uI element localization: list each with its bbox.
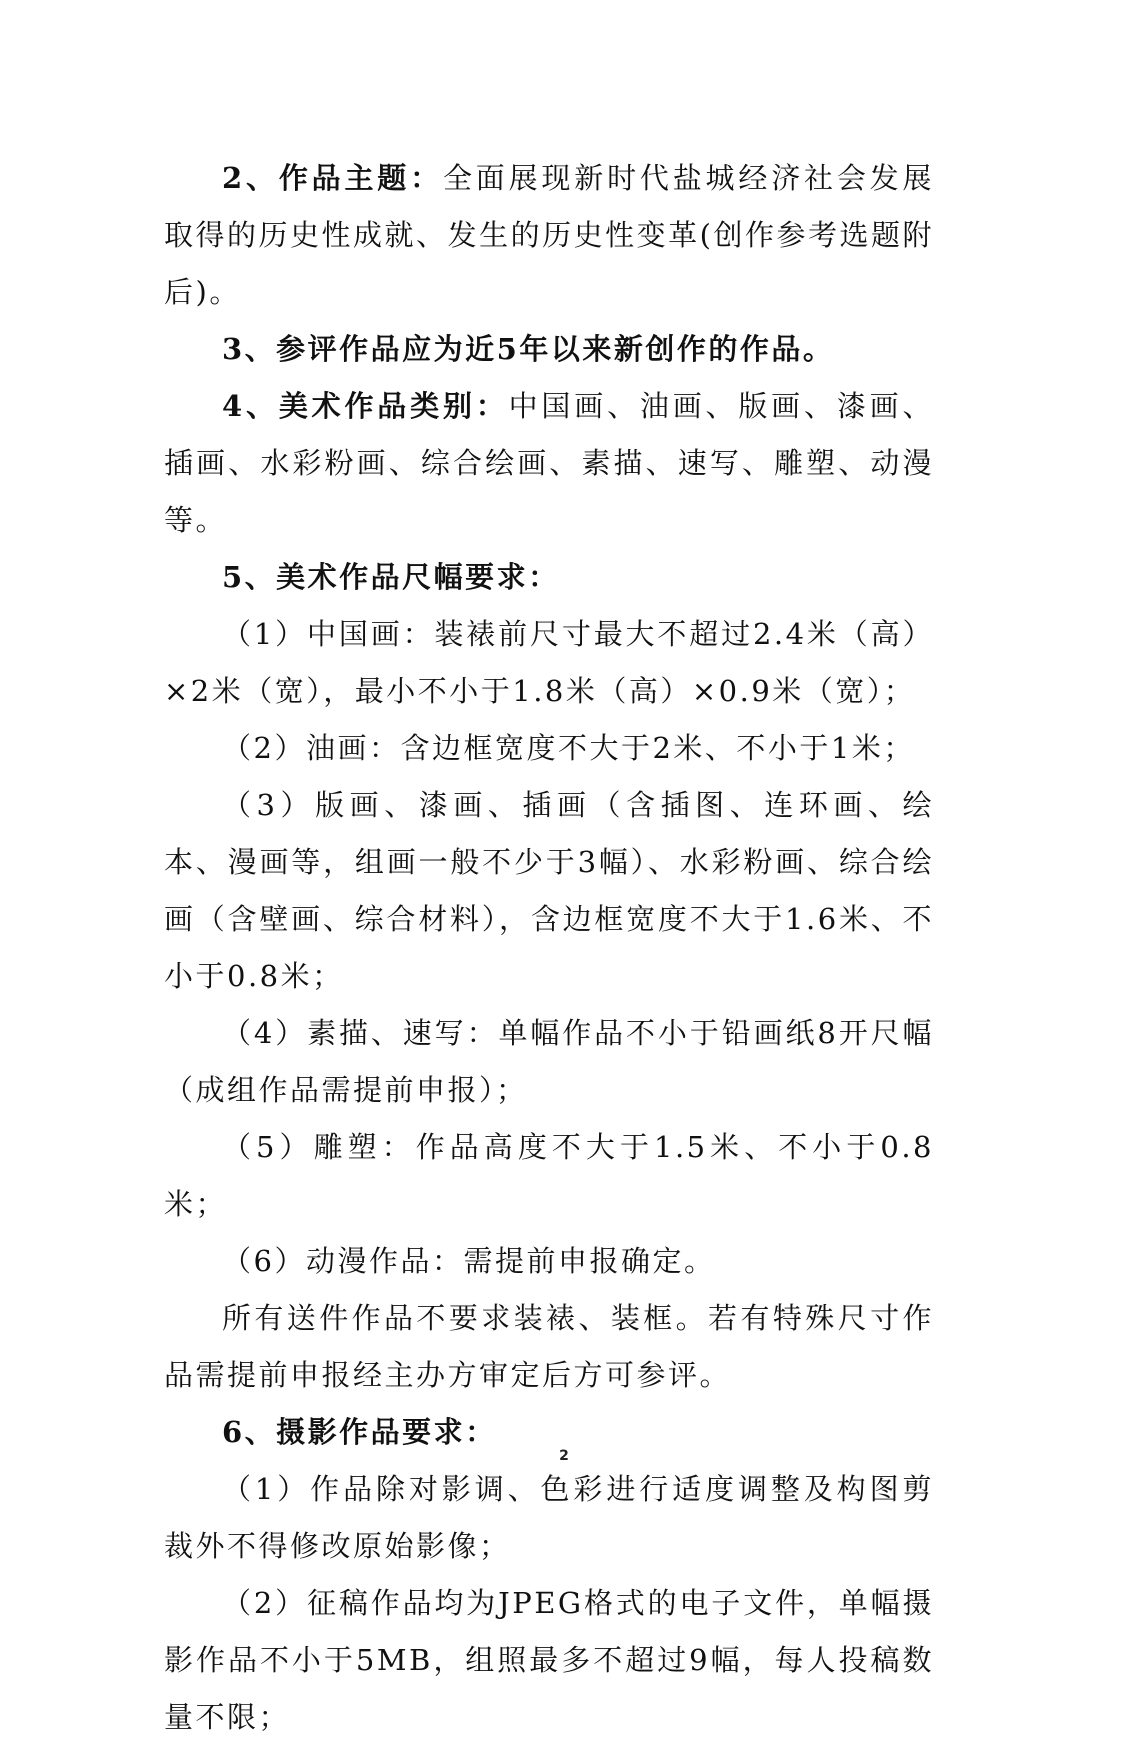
paragraph-chinese-painting: （1）中国画：装裱前尺寸最大不超过2.4米（高）×2米（宽），最小不小于1.8米（高）×0.9米（宽）； [164,617,934,708]
paragraph-lead: 2、作品主题： [222,161,443,195]
paragraph-theme [164,150,934,321]
paragraph-oil-painting: （2）油画：含边框宽度不大于2米、不小于1米； [222,731,915,765]
paragraph-photo-format: （2）征稿作品均为JPEG格式的电子文件，单幅摄影作品不小于5MB，组照最多不超过9幅，每人投稿数量不限； [164,1586,934,1734]
paragraph-lead: 6、摄影作品要求： [222,1415,497,1449]
paragraph-sculpture: （5）雕塑：作品高度不大于1.5米、不小于0.8米； [164,1130,934,1221]
paragraph-text: 全面展现新时代盐城经济社会发展取得的历史性成就、发生的历史性变革(创作参考选题附后)。 [164,161,934,309]
page-number: 2 [559,1448,569,1464]
paragraph-mounting-note: 所有送件作品不要求装裱、装框。若有特殊尺寸作品需提前申报经主办方审定后方可参评。 [164,1301,934,1392]
paragraph-lead: 4、美术作品类别： [222,389,509,423]
paragraph-animation: （6）动漫作品：需提前申报确定。 [222,1244,716,1278]
paragraph-text: 中国画、油画、版画、漆画、插画、水彩粉画、综合绘画、素描、速写、雕塑、动漫等。 [164,389,934,537]
paragraph-art-categories [164,378,934,549]
document-body [164,150,934,1746]
paragraph-lead: 3、参评作品应为近5年以来新创作的作品。 [222,332,835,366]
paragraph-lead: 5、美术作品尺幅要求： [222,560,560,594]
paragraph-sketch: （4）素描、速写：单幅作品不小于铅画纸8开尺幅（成组作品需提前申报）； [164,1016,934,1107]
paragraph-size-requirements [164,549,934,606]
paragraph-photo-editing: （1）作品除对影调、色彩进行适度调整及构图剪裁外不得修改原始影像； [164,1472,934,1563]
paragraph-prints: （3）版画、漆画、插画（含插图、连环画、绘本、漫画等，组画一般不少于3幅）、水彩粉画、综合绘画（含壁画、综合材料），含边框宽度不大于1.6米、不小于0.8米； [164,788,934,993]
paragraph-eligibility [164,321,934,378]
